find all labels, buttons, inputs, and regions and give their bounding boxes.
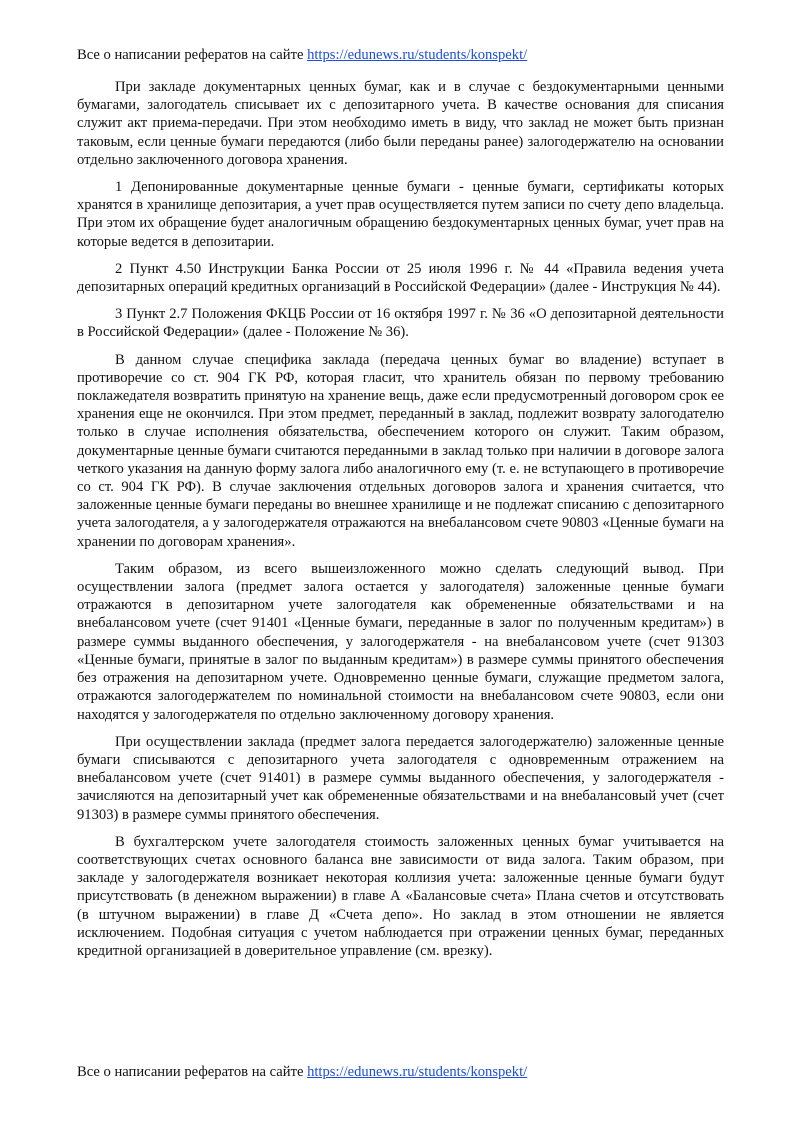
paragraph-1: При закладе документарных ценных бумаг, как и в случае с бездокументарными ценными бумагами, залогодатель списывает их с депозитарного учета. В качестве основания для списания служит акт приема-передачи. При этом необходимо иметь в виду, что заклад не может быть признан таковым, если ценные бумаги передаются (либо были переданы ранее) залогодержателю на основании отдельно заключенного договора хранения.: [77, 79, 724, 168]
paragraph-2: В данном случае специфика заклада (передача ценных бумаг во владение) вступает в противоречие со ст. 904 ГК РФ, которая гласит, что хранитель обязан по первому требованию поклажедателя возвратить принятую на хранение вещь, даже если предусмотренный договором срок ее хранения еще не окончился. При этом предмет, переданный в заклад, подлежит возврату залогодателю только в случае исполнения обязательства, обеспечением которого он служит. Таким образом, документарные ценные бумаги считаются переданными в заклад только при наличии в договоре залога четкого указания на данную форму залога либо аналогичного ему (т. е. не вступающего в противоречие со ст. 904 ГК РФ). В случае заключения отдельных договоров залога и хранения считается, что заложенные ценные бумаги переданы во внешнее хранилище и не подлежат списанию с депозитарного учета залогодателя, а у залогодержателя отражаются на внебалансовом счете 90803 «Ценные бумаги на хранении по договорам хранения».: [77, 351, 724, 550]
paragraph-4: При осуществлении заклада (предмет залога передается залогодержателю) заложенные ценные бумаги списываются с депозитарного учета залогодателя с одновременным отражением на внебалансовом учете (счет 91401) в размере суммы выданного обеспечения, у залогодержателя - зачисляются на депозитарный учет как обремененные обязательствами и на внебалансовый учет (счет 91303) в размере суммы принятого обеспечения.: [77, 733, 724, 823]
paragraph-5: В бухгалтерском учете залогодателя стоимость заложенных ценных бумаг учитывается на соответствующих счетах основного баланса вне зависимости от вида залога. Таким образом, при закладе у залогодержателя возникает некоторая коллизия учета: заложенные ценные бумаги будут присутствовать (в денежном выражении) в главе А «Балансовые счета» Плана счетов и отсутствовать (в штучном выражении) в главе Д «Счета депо». Но заклад в этом отношении не является исключением. Подобная ситуация с учетом наблюдается при отражении ценных бумаг, переданных кредитной организацией в доверительное управление (см. врезку).: [77, 833, 724, 959]
footnote-1: 1 Депонированные документарные ценные бумаги - ценные бумаги, сертификаты которых хранятся в хранилище депозитария, а учет прав осуществляется путем записи по счету депо владельца. При этом их обращение будет аналогичным обращению бездокументарных ценных бумаг, учет прав на которые ведется в депозитарии.: [77, 179, 724, 250]
footnote-3: 3 Пункт 2.7 Положения ФКЦБ России от 16 октября 1997 г. № 36 «О депозитарной деятельности в Российской Федерации» (далее - Положение № 36).: [77, 306, 724, 341]
page-footer: [77, 1063, 527, 1082]
header-text: Все о написании рефератов на сайте: [77, 47, 308, 63]
paragraph-3: Таким образом, из всего вышеизложенного можно сделать следующий вывод. При осуществлении залога (предмет залога остается у залогодателя) заложенные ценные бумаги отражаются в депозитарном учете залогодателя как обремененные обязательствами и на внебалансовом учете (счет 91401 «Ценные бумаги, переданные в залог по полученным кредитам») в размере суммы выданного обеспечения, у залогодержателя - на внебалансовом учете (счет 91303 «Ценные бумаги, принятые в залог по выданным кредитам») в размере суммы принятого обеспечения без отражения на депозитарном учете. Одновременно ценные бумаги, служащие предметом залога, отражаются залогодержателем по номинальной стоимости на внебалансовом счете 90803, если они находятся у залогодержателя по отдельно заключенному договору хранения.: [77, 560, 724, 723]
header-link[interactable]: https://edunews.ru/students/konspekt/: [307, 47, 528, 63]
footer-text: Все о написании рефератов на сайте: [77, 1064, 308, 1080]
footer-link[interactable]: https://edunews.ru/students/konspekt/: [307, 1064, 528, 1080]
page-header: [77, 46, 724, 65]
footnote-2: 2 Пункт 4.50 Инструкции Банка России от 25 июля 1996 г. № 44 «Правила ведения учета депозитарных операций кредитных организаций в Российской Федерации» (далее - Инструкция № 44).: [77, 260, 724, 296]
document-body: [77, 78, 724, 960]
